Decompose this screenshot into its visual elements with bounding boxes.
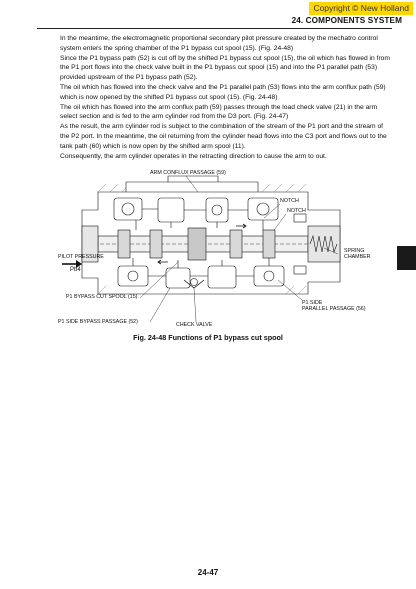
copyright-badge: Copyright © New Holland	[309, 2, 413, 15]
page-number: 24-47	[197, 568, 219, 577]
label-bypass-cut-spool: P1 BYPASS CUT SPOOL (15)	[66, 294, 138, 300]
label-arm-conflux-passage: ARM CONFLUX PASSAGE (59)	[150, 170, 226, 176]
label-pb4: Pb4	[70, 267, 81, 273]
section-title: 24. COMPONENTS SYSTEM	[291, 16, 402, 25]
paragraph: Consequently, the arm cylinder operates in the retracting direction to cause the arm to out.	[60, 152, 327, 160]
chapter-tab	[397, 246, 416, 270]
paragraph: The oil which has flowed into the arm conflux path (59) passes through the load check valve (21) in the arm select section and is fed to the arm cylinder rod from the D3 port. (Fig. 24-47)	[60, 103, 378, 121]
label-spring: SPRING	[344, 248, 365, 254]
label-p1-side: P1 SIDE	[302, 300, 323, 306]
label-chamber: CHAMBER	[344, 254, 371, 260]
label-parallel-passage: PARALLEL PASSAGE (56)	[302, 306, 366, 312]
paragraph: Since the P1 bypass path (52) is cut off by the shifted P1 bypass cut spool (15), the oil which has flowed in from the P1 port flows into the check valve built in the P1 bypass cut spool (15) and into the P1 parallel path (53) provided upstream of the P1 bypass path (52).	[60, 54, 390, 82]
label-notch: NOTCH	[280, 198, 299, 204]
figure-caption: Fig. 24-48 Functions of P1 bypass cut spool	[133, 333, 283, 342]
label-notch: NOTCH	[287, 208, 306, 214]
paragraph: In the meantime, the electromagnetic proportional secondary pilot pressure created by the mechatro control system enters the spring chamber of the P1 bypass cut spool (15). (Fig. 24-48)	[60, 35, 378, 52]
label-pilot-pressure: PILOT PRESSURE	[58, 254, 104, 260]
paragraph: The oil which has flowed into the check valve and the P1 parallel path (53) flows into the arm conflux path (59) which is now opened by the shifted P1 bypass cut spool (15). (Fig. 24-48)	[60, 83, 386, 101]
valve-cross-section-figure	[58, 170, 390, 330]
header-divider	[37, 28, 392, 29]
body-text	[60, 34, 394, 161]
paragraph: As the result, the arm cylinder rod is subject to the combination of the stream of the P1 port and the stream of the P2 port. In the meantime, the oil returning from the cylinder head flows into the C3 port and flows out to the tank path (60) which is now open by the shifted arm spool (11).	[60, 123, 387, 150]
label-check-valve: CHECK VALVE	[176, 322, 213, 328]
label-side-bypass-passage: P1 SIDE BYPASS PASSAGE (52)	[58, 319, 138, 325]
